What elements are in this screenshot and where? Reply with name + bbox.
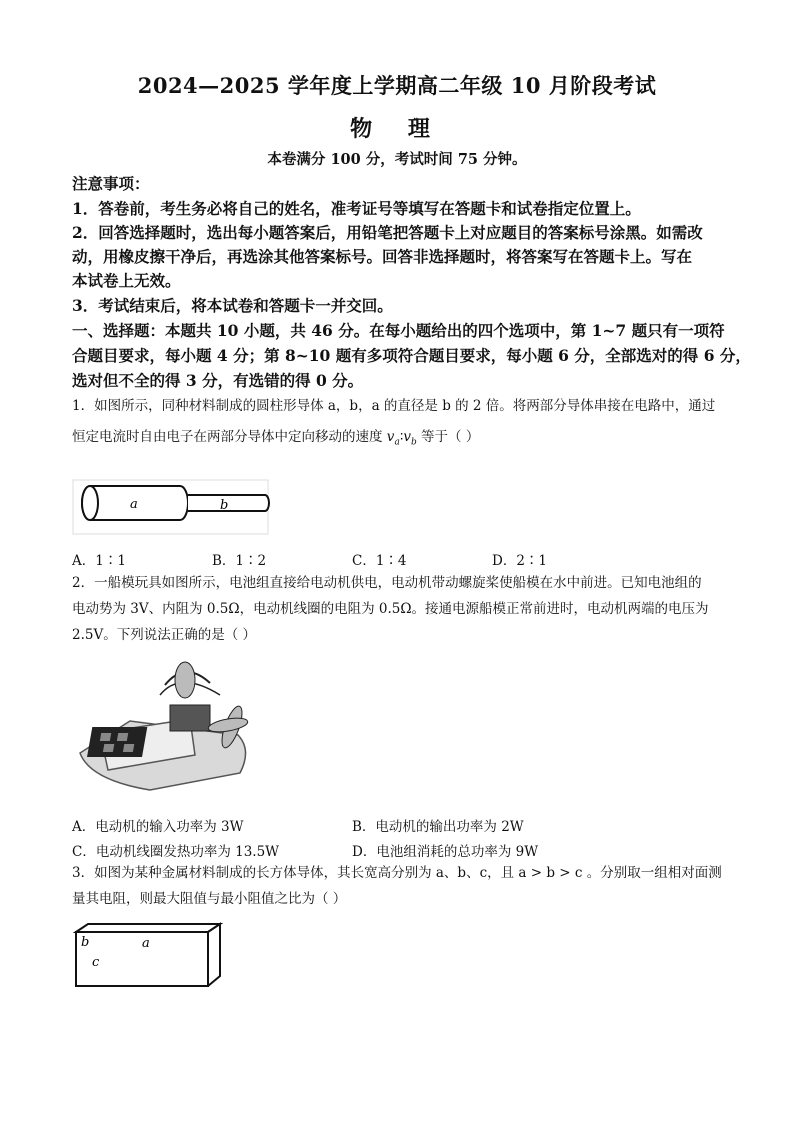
q1-option-a: A．1∶1 (72, 553, 126, 569)
cuboid-top-face (76, 924, 220, 932)
exam-title: 2024—2025 学年度上学期高二年级 10 月阶段考试 (137, 73, 657, 98)
q1-option-b: B．1∶2 (212, 553, 267, 569)
note-line-1: 1．答卷前，考生务必将自己的姓名，准考证号等填写在答题卡和试卷指定位置上。 (72, 199, 641, 218)
velocity-sub-a: a (394, 437, 400, 448)
battery-cell (100, 733, 111, 741)
note-line-5: 3．考试结束后，将本试卷和答题卡一并交回。 (72, 296, 393, 315)
cylinder-b-label: b (220, 498, 229, 513)
q2-option-c: C．电动机线圈发热功率为 13.5W (72, 844, 280, 860)
note-line-4: 本试卷上无效。 (72, 271, 181, 290)
q2-option-d: D．电池组消耗的总功率为 9W (352, 844, 539, 860)
note-line-3: 动，用橡皮擦干净后，再选涂其他答案标号。回答非选择题时，将答案写在答题卡上。写在 (72, 247, 693, 266)
subject-title: 物 理 (350, 116, 444, 142)
battery-cell (117, 733, 128, 741)
score-note: 本卷满分 100 分，考试时间 75 分钟。 (267, 151, 527, 168)
q1-stem-end: 等于（ ） (421, 429, 480, 445)
q2-option-b: B．电动机的输出功率为 2W (352, 819, 524, 835)
battery-pack (87, 727, 147, 757)
q3-cuboid-figure (70, 918, 230, 993)
cuboid-label-b: b (81, 935, 90, 950)
q1-option-d: D．2∶1 (492, 553, 548, 569)
cuboid-label-a: a (142, 936, 150, 951)
rear-propeller-blade (207, 716, 248, 735)
cylinder-a-face (82, 486, 98, 520)
section-instruction-1: 一、选择题：本题共 10 小题，共 46 分。在每小题给出的四个选项中，第 1~7 题只有一项符 (72, 321, 725, 340)
velocity-sub-b: b (410, 437, 417, 448)
q2-stem-line2: 电动势为 3V、内阻为 0.5Ω，电动机线圈的电阻为 0.5Ω。接通电源船模正常前进时，电动机两端的电压为 (72, 601, 709, 617)
velocity-symbol-a: v (386, 429, 395, 445)
q1-stem-text: 恒定电流时自由电子在两部分导体中定向移动的速度 (72, 429, 383, 445)
velocity-symbol-b: v (403, 429, 411, 445)
ratio-colon: ∶ (399, 429, 404, 445)
cuboid-label-c: c (92, 955, 100, 970)
battery-cell (123, 744, 134, 752)
q2-option-a: A．电动机的输入功率为 3W (72, 819, 244, 835)
q1-cylinder-figure (70, 472, 280, 544)
q2-stem-line3: 2.5V。下列说法正确的是（ ） (72, 627, 257, 643)
section-instruction-2: 合题目要求，每小题 4 分；第 8~10 题有多项符合题目要求，每小题 6 分，全部选对的得 6 分， (72, 346, 751, 365)
q1-stem-line1: 1．如图所示，同种材料制成的圆柱形导体 a，b，a 的直径是 b 的 2 倍。将两部分导体串接在电路中，通过 (72, 398, 716, 414)
q3-stem-line1: 3．如图为某种金属材料制成的长方体导体，其长宽高分别为 a、b、c，且 a > b > c 。分别取一组相对面测 (72, 865, 722, 881)
cuboid-side-face (208, 924, 220, 986)
q1-option-c: C．1∶4 (352, 553, 407, 569)
section-instruction-3: 选对但不全的得 3 分，有选错的得 0 分。 (72, 371, 364, 390)
boat-model-image (70, 655, 260, 805)
q1-stem-line2 (72, 424, 479, 457)
cylinder-b (188, 495, 269, 511)
battery-cell (103, 744, 114, 752)
note-line-2: 2．回答选择题时，选出每小题答案后，用铅笔把答题卡上对应题目的答案标号涂黑。如需改 (72, 223, 703, 242)
q3-stem-line2: 量其电阻，则最大阻值与最小阻值之比为（ ） (72, 891, 347, 907)
upper-propeller (175, 662, 195, 698)
motor (170, 705, 210, 731)
cylinder-a-label: a (130, 497, 138, 512)
notes-heading: 注意事项： (72, 174, 150, 193)
q2-stem-line1: 2．一船模玩具如图所示，电池组直接给电动机供电，电动机带动螺旋桨使船模在水中前进。已知电池组的 (72, 575, 702, 591)
